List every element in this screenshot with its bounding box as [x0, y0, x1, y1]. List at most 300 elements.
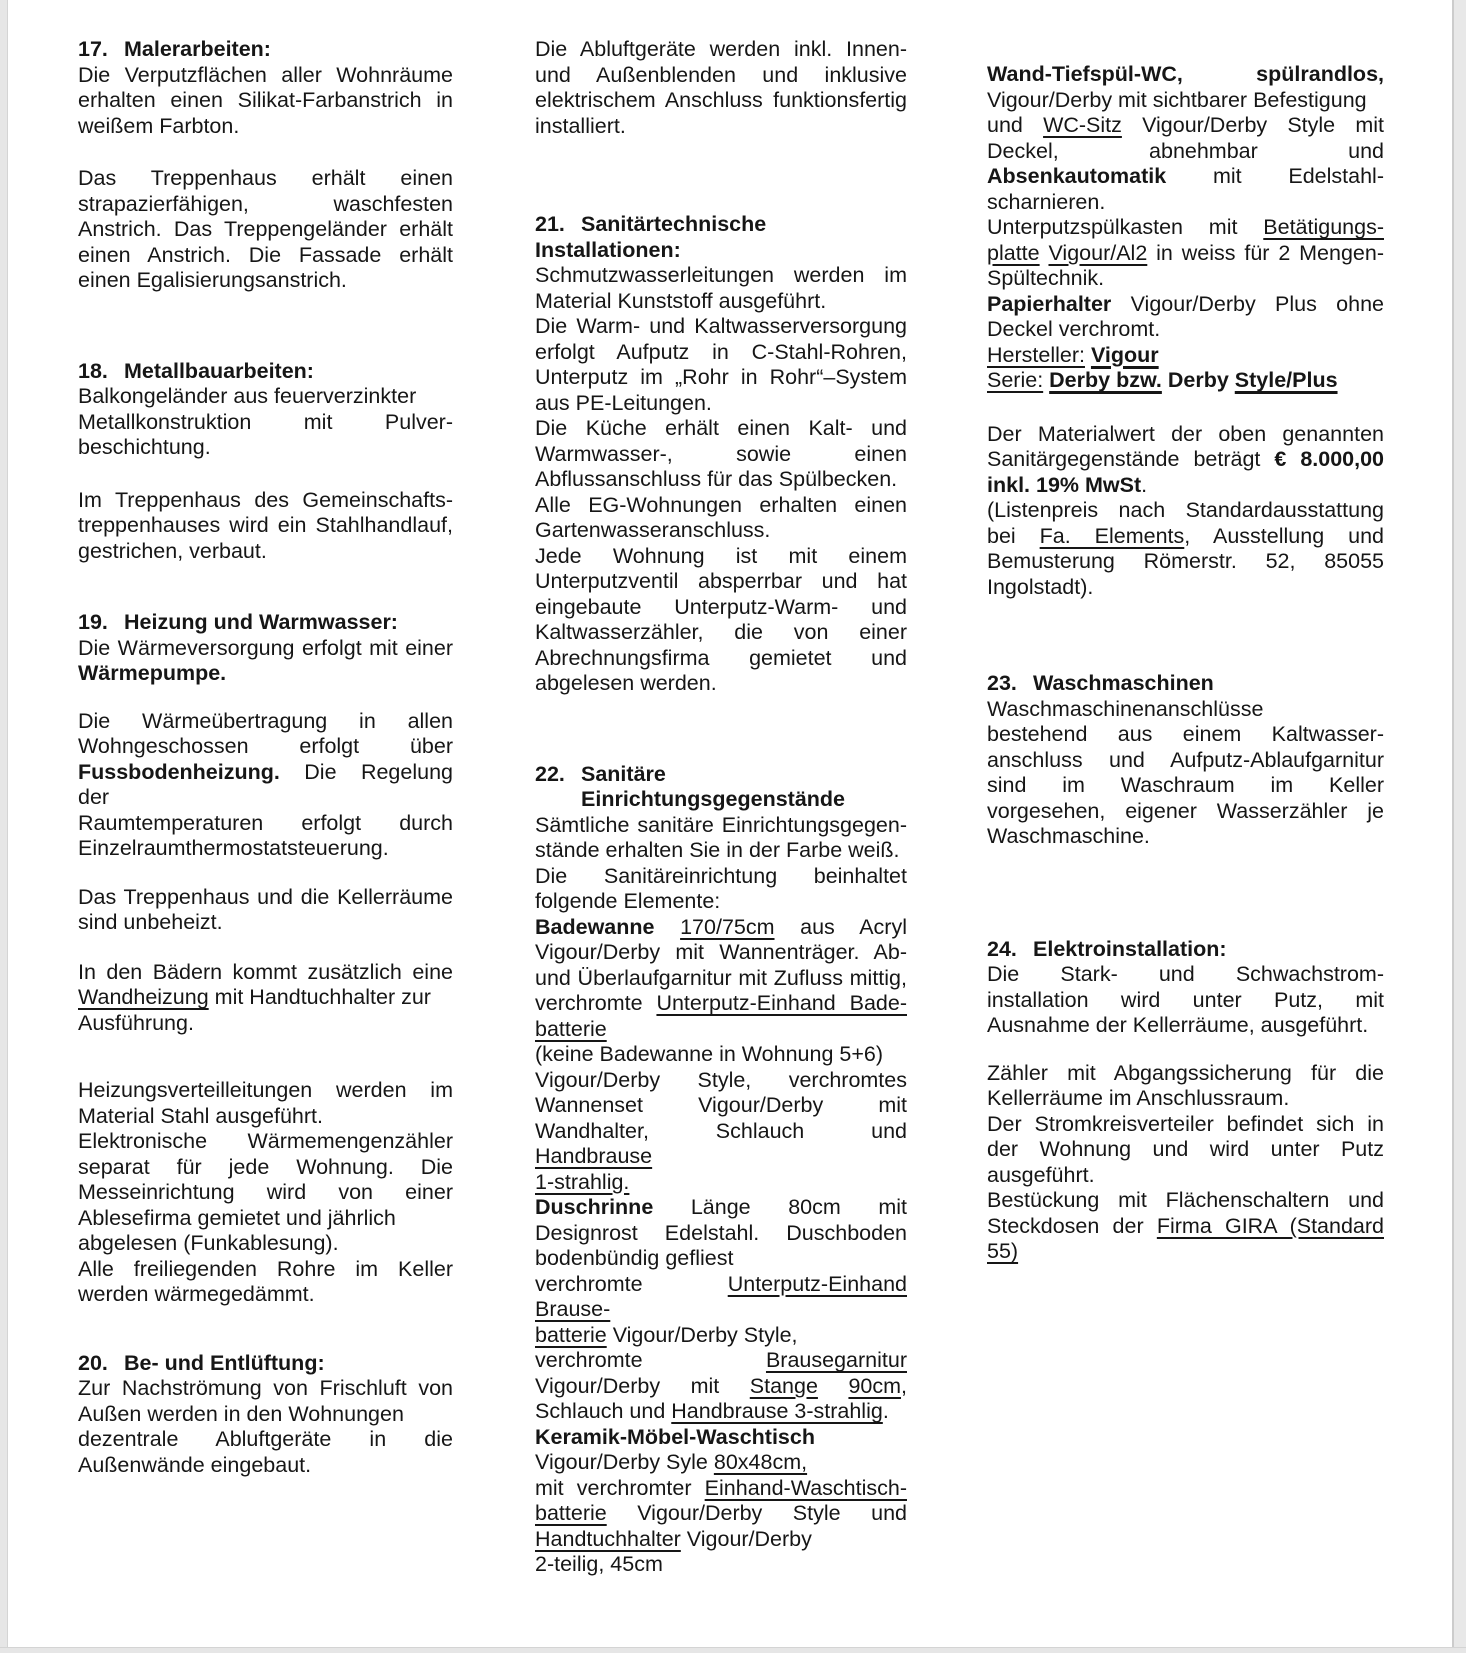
spacer — [535, 139, 907, 212]
text-line — [987, 113, 1384, 139]
text-line — [535, 1374, 907, 1400]
text-line — [535, 1323, 907, 1349]
text-line — [987, 988, 1384, 1014]
text-line — [987, 575, 1384, 601]
text-line — [987, 722, 1384, 748]
text-line — [987, 498, 1384, 524]
text-line — [987, 1137, 1384, 1163]
section-title: Sanitärtechnische Installationen: — [535, 212, 767, 262]
text-run: inkl. 19% MwSt — [987, 472, 1142, 497]
text-line — [78, 1180, 453, 1206]
text-run: Außen werden in den Wohnungen — [78, 1401, 404, 1426]
section-title: Metallbauarbeiten: — [124, 358, 314, 383]
spacer — [78, 1036, 453, 1078]
text-run: Länge 80cm mit — [653, 1195, 907, 1219]
text-run: Wand-Tiefspül-WC, — [987, 62, 1183, 86]
text-run: gestrichen, verbaut. — [78, 538, 267, 563]
text-line — [987, 799, 1384, 825]
section-title: Be- und Entlüftung: — [124, 1350, 325, 1375]
text-run: Serie: — [987, 368, 1044, 392]
text-run: Vigour/Derby Plus ohne — [1111, 291, 1384, 316]
text-line — [987, 368, 1384, 394]
text-run: mit verchromter — [535, 1475, 705, 1500]
section-title: Elektroinstallation: — [1033, 936, 1227, 961]
text-run: Gartenwasseranschluss. — [535, 518, 771, 542]
text-run: Unterputzspülkasten mit — [987, 215, 1264, 239]
text-line — [987, 1086, 1384, 1112]
text-line — [987, 62, 1384, 88]
text-run: separat für jede Wohnung. Die — [78, 1154, 453, 1179]
text-line — [535, 467, 907, 493]
text-run: Die Warm- und Kaltwasserversorgung — [535, 314, 907, 338]
text-run: in weiss für 2 Mengen- — [1147, 240, 1385, 265]
text-run: Kellerräume im Anschlussraum. — [987, 1086, 1290, 1110]
section-title: Heizung und Warmwasser: — [124, 610, 398, 634]
text-line — [78, 88, 453, 114]
text-line — [987, 215, 1384, 241]
text-line — [535, 391, 907, 417]
text-line — [78, 192, 453, 218]
spacer — [535, 697, 907, 762]
text-run: . — [1141, 472, 1148, 497]
text-run: Vigour/Al2 — [1048, 240, 1148, 265]
spacer — [78, 461, 453, 488]
text-line — [535, 671, 907, 697]
text-run: verchromte — [535, 1348, 766, 1372]
text-line — [987, 473, 1384, 499]
text-line — [535, 493, 907, 519]
text-run: 90cm — [848, 1373, 902, 1398]
text-line — [78, 243, 453, 269]
text-line — [535, 864, 907, 890]
text-line — [535, 263, 907, 289]
section-heading — [535, 762, 907, 788]
text-run: Einzelraumthermostatsteuerung. — [78, 836, 389, 860]
text-line — [535, 1450, 907, 1476]
text-run: Vigour/Derby Style und — [606, 1501, 907, 1525]
text-run: ausgeführt. — [987, 1162, 1095, 1187]
text-run: In den Bädern kommt zusätzlich eine — [78, 959, 453, 984]
text-run: und — [987, 113, 1044, 137]
text-run: aus Acryl — [774, 914, 907, 939]
spacer — [78, 139, 453, 166]
text-line — [987, 697, 1384, 723]
spacer — [987, 850, 1384, 937]
text-run: Vigour/Derby — [680, 1526, 812, 1551]
text-line — [535, 544, 907, 570]
column-3 — [987, 62, 1384, 1265]
text-line — [535, 114, 907, 140]
text-run: Die Sanitäreinrichtung beinhaltet — [535, 863, 907, 888]
text-run: Zur Nachströmung von Frischluft von — [78, 1376, 453, 1400]
text-run: Bemusterung Römerstr. 52, 85055 — [987, 549, 1384, 573]
text-run: 170/75cm — [680, 914, 775, 939]
text-run: Material Stahl ausgeführt. — [78, 1103, 323, 1128]
text-run: Fussbodenheizung. — [78, 759, 280, 784]
text-run: Vigour/Derby Style, verchromtes — [535, 1067, 907, 1092]
text-run: dezentrale Abluftgeräte in die — [78, 1427, 453, 1451]
text-line — [78, 1427, 453, 1453]
text-run: platte — [987, 240, 1040, 265]
text-line — [987, 773, 1384, 799]
text-line — [987, 447, 1384, 473]
text-run: werden wärmegedämmt. — [78, 1282, 315, 1306]
text-line — [78, 760, 453, 811]
text-run: Kaltwasserzähler, die von einer — [535, 620, 907, 644]
text-run: Keramik-Möbel-Waschtisch — [535, 1424, 815, 1449]
section-number: 22. — [535, 761, 565, 786]
text-run: einen Anstrich. Die Fassade erhält — [78, 242, 453, 267]
section-number: 19. — [78, 610, 108, 634]
text-run: Duschrinne — [535, 1195, 654, 1219]
text-run: und Überlaufgarnitur mit Zufluss mittig, — [535, 965, 907, 990]
text-run: Deckel verchromt. — [987, 317, 1161, 341]
text-run: Außenwände eingebaut. — [78, 1452, 312, 1477]
text-line — [535, 37, 907, 63]
text-run: Das Treppenhaus erhält einen — [78, 166, 453, 190]
text-line — [535, 1272, 907, 1323]
text-run: Jede Wohnung ist mit einem — [535, 543, 907, 568]
text-run: 1-strahlig. — [535, 1169, 630, 1194]
column-2 — [535, 37, 907, 1578]
text-line — [987, 241, 1384, 267]
text-line — [987, 190, 1384, 216]
text-run: strapazierfähigen, waschfesten — [78, 191, 453, 216]
text-line — [987, 343, 1384, 369]
text-run: installation wird unter Putz, mit — [987, 987, 1384, 1012]
text-line — [78, 636, 453, 662]
text-line — [535, 569, 907, 595]
text-run: installiert. — [535, 113, 626, 138]
text-line — [78, 268, 453, 294]
text-run: Die Abluftgeräte werden inkl. Innen- — [535, 37, 907, 61]
text-line — [78, 1078, 453, 1104]
text-line — [78, 513, 453, 539]
text-line — [535, 442, 907, 468]
spacer — [987, 1039, 1384, 1061]
section-heading — [987, 671, 1384, 697]
text-run: € 8.000,00 — [1274, 447, 1385, 471]
text-line — [987, 266, 1384, 292]
text-line — [987, 88, 1384, 114]
text-run: Papierhalter — [987, 291, 1112, 316]
text-line — [535, 991, 907, 1017]
spacer — [78, 564, 453, 610]
section-number: 18. — [78, 358, 108, 383]
text-line — [78, 1129, 453, 1155]
text-run: Die Stark- und Schwachstrom- — [987, 962, 1384, 986]
text-line — [987, 1214, 1384, 1240]
text-line — [78, 1231, 453, 1257]
text-run: Style/Plus — [1234, 368, 1338, 392]
text-line — [535, 1068, 907, 1094]
text-line — [535, 1093, 907, 1119]
text-run: weißem Farbton. — [78, 113, 240, 138]
text-run: Vigour/Derby mit — [535, 1373, 750, 1398]
text-run: Warmwasser-, sowie einen — [535, 441, 907, 466]
text-run: sind im Waschraum im Keller — [987, 773, 1384, 797]
text-run: einen Egalisierungsanstrich. — [78, 268, 347, 292]
spacer — [78, 862, 453, 885]
text-line — [535, 1501, 907, 1527]
text-line — [535, 838, 907, 864]
text-run: folgende Elemente: — [535, 889, 721, 913]
text-run: Deckel, abnehmbar und — [987, 138, 1384, 163]
text-run: batterie — [535, 1322, 607, 1347]
text-line — [987, 164, 1384, 190]
text-run: Der Materialwert der oben genannten — [987, 421, 1384, 446]
text-line — [987, 1112, 1384, 1138]
page-edge-left — [0, 0, 8, 1653]
text-line — [987, 824, 1384, 850]
text-line — [987, 139, 1384, 165]
spacer — [987, 600, 1384, 671]
text-run: Waschmaschine. — [987, 824, 1150, 848]
text-line — [78, 488, 453, 514]
text-line — [535, 1246, 907, 1272]
text-run: anschluss und Aufputz-Ablaufgarnitur — [987, 747, 1384, 772]
text-run: Wohngeschossen erfolgt über — [78, 734, 453, 758]
text-run: Raumtemperaturen erfolgt durch — [78, 810, 453, 835]
section-heading — [78, 610, 453, 636]
text-line — [78, 1011, 453, 1037]
section-title: Waschmaschinen — [1033, 671, 1214, 695]
text-run: , — [901, 1373, 907, 1398]
text-run: WC-Sitz — [1043, 113, 1122, 137]
text-run: Unterputz im „Rohr in Rohr“–System — [535, 365, 907, 389]
text-run: Vigour/Derby Style mit — [1121, 113, 1384, 137]
text-line — [78, 734, 453, 760]
text-line — [535, 1170, 907, 1196]
text-run: (Listenpreis nach Standardausstattung — [987, 498, 1384, 522]
text-run: Schlauch und — [535, 1399, 672, 1423]
text-line — [78, 661, 453, 687]
text-run: Im Treppenhaus des Gemeinschafts- — [78, 487, 453, 512]
text-run: abgelesen (Funkablesung). — [78, 1231, 339, 1255]
text-line — [78, 811, 453, 837]
text-run: verchromte — [535, 991, 657, 1015]
text-line — [535, 63, 907, 89]
text-run: vorgesehen, eigener Wasserzähler je — [987, 798, 1384, 823]
text-run: mit Handtuchhalter zur — [208, 985, 431, 1009]
text-line — [987, 317, 1384, 343]
text-run: Firma GIRA (Standard — [1156, 1213, 1384, 1238]
text-run: , Ausstellung und — [1184, 523, 1384, 548]
text-line — [535, 1476, 907, 1502]
text-run: 80x48cm, — [713, 1450, 808, 1474]
text-line — [535, 620, 907, 646]
text-run: Derby — [1167, 368, 1235, 392]
text-run: Wandheizung — [78, 985, 209, 1009]
text-run: Handtuchhalter — [535, 1526, 681, 1551]
text-run: Einhand-Waschtisch- — [704, 1475, 907, 1500]
text-run: Ablesefirma gemietet und jährlich — [78, 1205, 396, 1230]
text-run: batterie — [535, 1501, 607, 1525]
text-run: Zähler mit Abgangssicherung für die — [987, 1060, 1384, 1085]
text-run: Betätigungs- — [1263, 215, 1384, 239]
text-run: Spültechnik. — [987, 266, 1105, 290]
text-run: Sämtliche sanitäre Einrichtungsgegen- — [535, 812, 907, 837]
text-run: Die Regelung der — [78, 759, 453, 809]
text-run: beschichtung. — [78, 435, 211, 459]
text-run: 2-teilig, 45cm — [535, 1552, 663, 1576]
text-run: Vigour — [1090, 342, 1159, 367]
section-number: 21. — [535, 212, 565, 236]
text-run: Unterputzventil absperrbar und hat — [535, 569, 907, 593]
page-edge-right — [1452, 0, 1466, 1653]
section-heading — [78, 1351, 453, 1377]
text-run: Ausführung. — [78, 1010, 194, 1035]
text-line — [78, 435, 453, 461]
text-line — [535, 1221, 907, 1247]
text-run: stände erhalten Sie in der Farbe weiß. — [535, 838, 900, 862]
text-run: Wannenset Vigour/Derby mit — [535, 1093, 907, 1117]
text-line — [535, 1527, 907, 1553]
text-line — [78, 1104, 453, 1130]
text-line — [987, 549, 1384, 575]
spacer — [78, 936, 453, 960]
text-line — [78, 1376, 453, 1402]
text-line — [535, 1348, 907, 1374]
text-run: Vigour/Derby mit sichtbarer Befestigung — [987, 87, 1367, 112]
text-line — [78, 410, 453, 436]
text-run: Unterputz-Einhand Bade- — [656, 991, 907, 1015]
text-run: Metallkonstruktion mit Pulver- — [78, 409, 453, 434]
text-line — [535, 813, 907, 839]
text-run: Abrechnungsfirma gemietet und — [535, 645, 907, 670]
text-run: Die Wärmeübertragung in allen — [78, 708, 453, 733]
text-run: Ingolstadt). — [987, 574, 1094, 599]
text-run: Derby bzw. — [1049, 368, 1162, 392]
section-number: 17. — [78, 37, 108, 61]
text-line — [78, 63, 453, 89]
text-line — [78, 384, 453, 410]
text-line — [78, 885, 453, 911]
text-run: erfolgt Aufputz in C-Stahl-Rohren, — [535, 339, 907, 364]
text-line — [987, 292, 1384, 318]
text-run: erhalten einen Silikat-Farbanstrich in — [78, 88, 453, 112]
text-run: Stange — [749, 1373, 818, 1398]
text-run: Badewanne — [535, 914, 655, 939]
spacer — [78, 687, 453, 709]
text-run: Handbrause 3-strahlig — [671, 1399, 883, 1423]
section-heading — [78, 37, 453, 63]
section-number: 20. — [78, 1350, 108, 1375]
column-1 — [78, 37, 453, 1478]
text-line — [78, 114, 453, 140]
text-line — [78, 539, 453, 565]
text-run: . — [882, 1399, 889, 1423]
text-run: scharnieren. — [987, 189, 1106, 214]
text-line — [535, 1399, 907, 1425]
text-run: Messeinrichtung wird von einer — [78, 1180, 453, 1204]
text-run: bestehend aus einem Kaltwasser- — [987, 722, 1384, 746]
text-run: der Wohnung und wird unter Putz — [987, 1137, 1384, 1161]
section-number: 24. — [987, 936, 1017, 961]
text-run — [654, 915, 680, 939]
text-run: Unterputz-Einhand Brause- — [535, 1271, 907, 1321]
text-line — [987, 1163, 1384, 1189]
text-line — [535, 289, 907, 315]
text-run: Alle EG-Wohnungen erhalten einen — [535, 492, 907, 517]
section-title: Einrichtungsgegenstände — [581, 787, 846, 811]
text-line — [535, 1425, 907, 1451]
text-line — [535, 1042, 907, 1068]
text-run: abgelesen werden. — [535, 671, 717, 695]
text-run: Bestückung mit Flächenschaltern und — [987, 1188, 1384, 1212]
text-line — [535, 1195, 907, 1221]
text-run: Material Kunststoff ausgeführt. — [535, 288, 827, 313]
text-line — [78, 217, 453, 243]
text-line — [78, 709, 453, 735]
text-run: und Außenblenden und inklusive — [535, 62, 907, 87]
text-line — [78, 166, 453, 192]
text-line — [78, 1257, 453, 1283]
text-run: Hersteller: — [987, 342, 1085, 367]
text-line — [535, 1017, 907, 1043]
text-line — [78, 910, 453, 936]
text-run: Wandhalter, Schlauch und — [535, 1118, 907, 1143]
text-line — [987, 422, 1384, 448]
text-run: sind unbeheizt. — [78, 910, 223, 934]
text-run: Elektronische Wärmemengenzähler — [78, 1129, 453, 1153]
text-run: aus PE-Leitungen. — [535, 390, 712, 415]
text-line — [535, 940, 907, 966]
text-run: bodenbündig gefliest — [535, 1246, 734, 1270]
text-line — [535, 915, 907, 941]
section-heading — [78, 359, 453, 385]
text-line — [78, 1402, 453, 1428]
section-heading-continuation — [535, 787, 907, 813]
text-run: Die Wärmeversorgung erfolgt mit einer — [78, 635, 453, 660]
text-run: Anstrich. Das Treppengeländer erhält — [78, 217, 453, 241]
text-run: Heizungsverteilleitungen werden im — [78, 1078, 453, 1102]
text-line — [535, 314, 907, 340]
text-line — [78, 1206, 453, 1232]
text-run: spülrandlos, — [1256, 62, 1384, 86]
text-line — [535, 340, 907, 366]
spacer — [987, 394, 1384, 422]
text-run: batterie — [535, 1016, 607, 1041]
spacer — [78, 1308, 453, 1351]
text-line — [987, 1188, 1384, 1214]
text-line — [535, 88, 907, 114]
text-run: Absenkautomatik — [987, 164, 1167, 188]
text-line — [535, 1119, 907, 1170]
text-run: Alle freiliegenden Rohre im Keller — [78, 1256, 453, 1281]
text-line — [535, 889, 907, 915]
text-line — [535, 646, 907, 672]
text-run: Der Stromkreisverteiler befindet sich in — [987, 1111, 1384, 1136]
text-run: Wärmepumpe. — [78, 661, 227, 685]
text-run: (keine Badewanne in Wohnung 5+6) — [535, 1042, 884, 1066]
text-run: Vigour/Derby Style, — [606, 1322, 798, 1347]
text-run: 55) — [987, 1239, 1019, 1263]
text-line — [535, 518, 907, 544]
text-run: mit Edelstahl- — [1166, 164, 1384, 188]
section-heading — [987, 937, 1384, 963]
text-run: treppenhauses wird ein Stahlhandlauf, — [78, 513, 453, 537]
text-run: Fa. Elements — [1039, 523, 1185, 548]
spacer — [78, 294, 453, 359]
text-run: Brausegarnitur — [765, 1348, 907, 1372]
text-run: Vigour/Derby Syle — [535, 1450, 714, 1474]
text-run: bei — [987, 523, 1040, 548]
text-run: Ausnahme der Kellerräume, ausgeführt. — [987, 1013, 1369, 1037]
text-line — [535, 595, 907, 621]
text-line — [535, 416, 907, 442]
section-number: 23. — [987, 671, 1017, 695]
